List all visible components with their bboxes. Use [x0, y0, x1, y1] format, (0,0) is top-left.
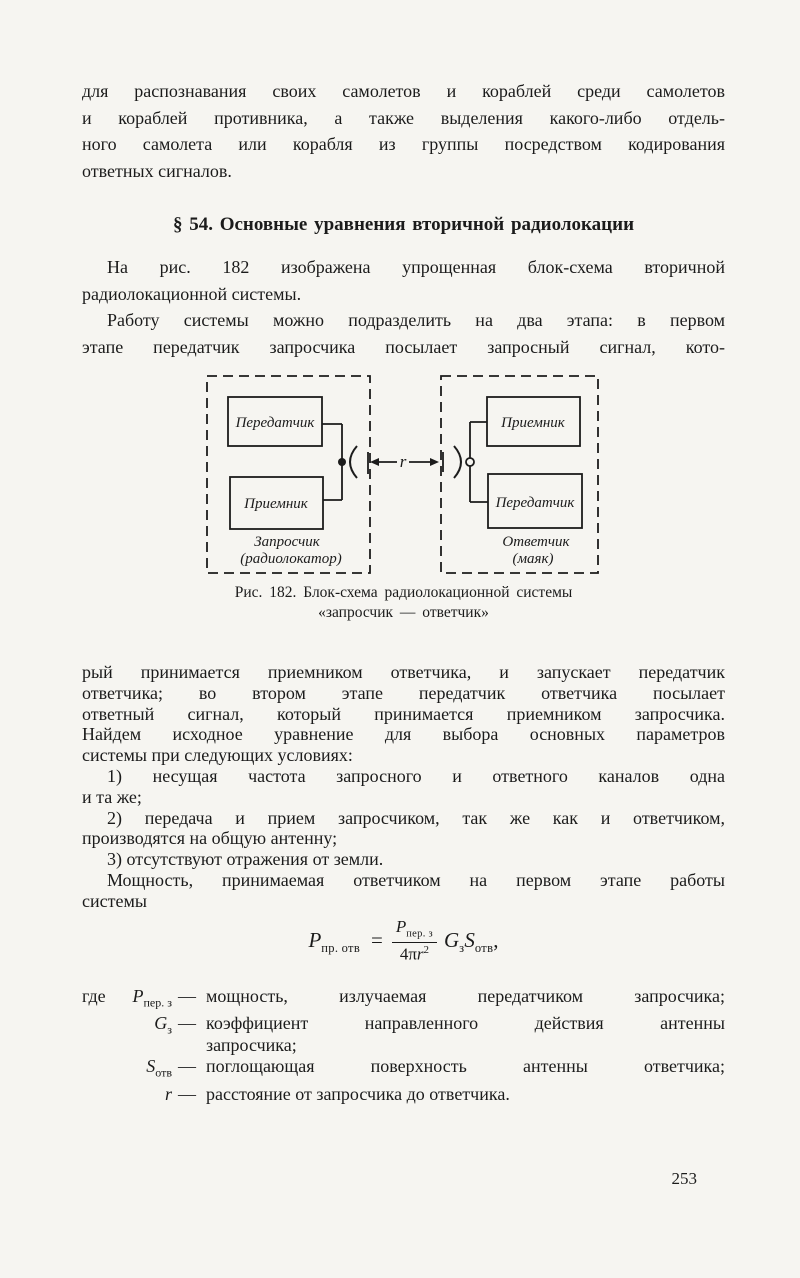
symbol-main: r [164, 1083, 172, 1104]
definition-text: мощность, излучаемая передатчиком запросчика; [206, 985, 725, 1006]
text-line: 2) передача и прием запросчиком, так же как и ответчиком, [107, 807, 725, 828]
text-line: и та же; [82, 786, 142, 807]
power-equation [82, 914, 725, 972]
dash: — [178, 1056, 196, 1077]
symbol-main: S [146, 1056, 156, 1077]
text-line: Работу системы можно подразделить на два этапа: в первом [107, 310, 725, 330]
text-line: запросчика; [206, 1034, 297, 1055]
text-line: радиолокационной системы. [82, 283, 302, 304]
subscript: з [459, 941, 465, 956]
definition-text [202, 1013, 725, 1056]
interrogator-caption: Запросчик [254, 534, 320, 550]
box-label: Передатчик [235, 415, 315, 431]
text-line: рый принимается приемником ответчика, и запускает передатчик [82, 662, 725, 682]
definition-text: расстояние от запросчика до ответчика. [206, 1083, 510, 1104]
text-line: производятся на общую антенну; [82, 828, 338, 849]
text-line: ответчика; во втором этапе передатчик ответчика посылает [82, 682, 725, 703]
subscript: отв [474, 941, 494, 956]
text-line: На рис. 182 изображена упрощенная блок-схема вторичной [107, 257, 725, 277]
distance-label: r [399, 452, 407, 471]
spacer [82, 1056, 118, 1084]
numerator [392, 917, 437, 943]
page-number: 253 [671, 1169, 697, 1188]
symbol-G: G [444, 928, 460, 953]
coefficient: 4π [399, 944, 417, 964]
text-line: этапе передатчик запросчика посылает запросный сигнал, кото- [82, 336, 725, 357]
caption-line: «запросчик — ответчик» [318, 604, 489, 621]
symbol [118, 1013, 172, 1056]
text-line: ответный сигнал, который принимается приемником запросчика. [82, 703, 725, 724]
text-line: системы [82, 890, 147, 911]
symbol-r: r [416, 944, 424, 964]
text-line: системы при следующих условиях: [82, 745, 353, 766]
equation-rhs [444, 928, 499, 956]
symbol-main: P [132, 985, 144, 1006]
symbol [118, 986, 172, 1014]
dash: — [178, 985, 196, 1006]
subscript: пр. отв [321, 941, 361, 956]
equation-lhs [308, 928, 391, 956]
dash: — [178, 1013, 196, 1034]
where-label: где [82, 985, 106, 1006]
box-label: Приемник [244, 496, 308, 512]
section-heading: § 54. Основные уравнения вторичной радиолокации [172, 214, 635, 235]
comma: , [493, 928, 499, 953]
symbol [118, 1084, 172, 1112]
subscript: пер. з [406, 928, 433, 940]
figure-182 [82, 372, 725, 576]
text-line: ответных сигналов. [82, 160, 232, 181]
denominator [400, 943, 429, 964]
figure-caption [82, 583, 725, 623]
text-line: 3) отсутствуют отражения от земли. [107, 849, 384, 870]
responder-caption: (маяк) [512, 551, 554, 567]
text-line: ного самолета или корабля из группы посредством кодирования [82, 134, 725, 154]
interrogator-caption: (радиолокатор) [240, 551, 342, 567]
definition-text: поглощающая поверхность антенны ответчика; [206, 1056, 725, 1077]
fraction [392, 917, 437, 965]
arrowhead-left-icon [370, 458, 379, 466]
junction-dot-icon [338, 458, 346, 466]
box-label: Приемник [501, 415, 565, 431]
symbol-S: S [464, 928, 475, 953]
paragraph-before-figure [82, 254, 725, 360]
dash: — [178, 1083, 196, 1104]
box-label: Передатчик [495, 495, 575, 511]
symbol-main: G [154, 1013, 168, 1034]
text-line: Мощность, принимаемая ответчиком на первом этапе работы [107, 869, 725, 890]
caption-line: Рис. 182. Блок-схема радиолокационной системы [234, 584, 573, 601]
exponent: 2 [423, 944, 430, 957]
text-line: 1) несущая частота запросного и ответного каналов одна [107, 765, 725, 786]
page-content [0, 78, 800, 1112]
symbol-P: P [308, 928, 322, 953]
intro-paragraph [82, 78, 725, 184]
spacer [82, 1084, 118, 1112]
text-line: коэффициент направленного действия антенны [206, 1013, 725, 1034]
junction-circle-icon [466, 458, 474, 466]
equals-sign: = [371, 928, 383, 953]
paragraph-after-figure [82, 662, 725, 912]
text-line: и кораблей противника, а также выделения какого-либо отдель- [82, 107, 725, 128]
symbol-definitions [82, 986, 725, 1112]
symbol-P: P [395, 916, 407, 936]
symbol-sub: з [167, 1023, 172, 1038]
text-line: Найдем исходное уравнение для выбора основных параметров [82, 724, 725, 745]
block-diagram [203, 372, 603, 576]
arrowhead-right-icon [430, 458, 439, 466]
symbol-sub: отв [155, 1065, 172, 1080]
symbol [118, 1056, 172, 1084]
antenna-reflector-left-icon [350, 446, 357, 478]
text-line: для распознавания своих самолетов и кораблей среди самолетов [82, 81, 725, 101]
spacer [82, 1013, 118, 1056]
responder-caption: Ответчик [502, 534, 570, 550]
symbol-sub: пер. з [143, 995, 172, 1010]
antenna-reflector-right-icon [454, 446, 461, 478]
